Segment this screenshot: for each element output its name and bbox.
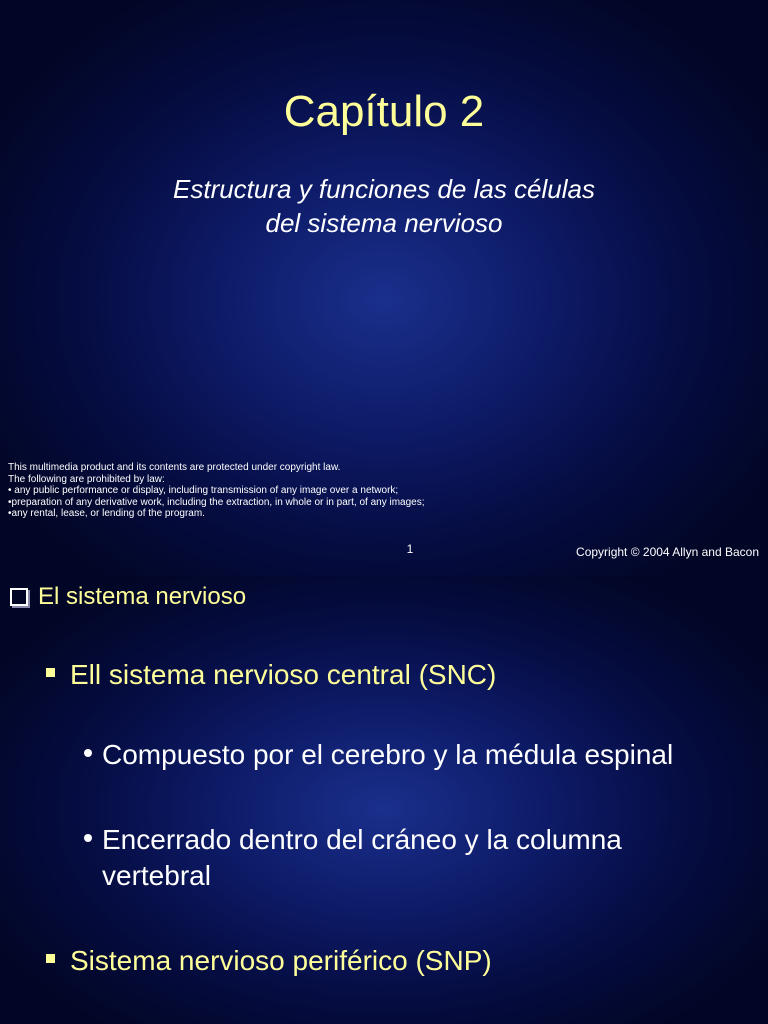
- list-item: [84, 822, 684, 894]
- copyright-notice: [8, 462, 608, 520]
- list-item-text: Compuesto por el cerebro y la médula espinal: [102, 739, 674, 770]
- heading-row: [10, 581, 246, 613]
- notice-line: •any rental, lease, or lending of the program.: [8, 508, 205, 520]
- round-bullet-icon: [84, 834, 92, 842]
- list-item-text: Sistema nervioso periférico (SNP): [70, 945, 492, 976]
- copyright-footer: Copyright © 2004 Allyn and Bacon: [576, 545, 759, 559]
- subtitle-line-2: del sistema nervioso: [265, 208, 503, 238]
- subtitle-line-1: Estructura y funciones de las células: [173, 174, 595, 204]
- notice-line: The following are prohibited by law:: [8, 473, 165, 485]
- checkbox-bullet-icon: [10, 588, 28, 606]
- notice-line: • any public performance or display, including transmission of any image over a network;: [8, 485, 399, 497]
- square-bullet-icon: [46, 668, 55, 677]
- slide-subtitle: [100, 172, 668, 240]
- round-bullet-icon: [84, 749, 92, 757]
- notice-line: •preparation of any derivative work, including the extraction, in whole or in part, of any images;: [8, 496, 425, 508]
- list-item: [46, 944, 492, 978]
- slide-title: Capítulo 2: [283, 87, 485, 136]
- list-item: [84, 737, 734, 773]
- page-number: 1: [406, 542, 414, 556]
- list-item: [46, 658, 496, 692]
- list-item-text: Ell sistema nervioso central (SNC): [70, 659, 497, 690]
- list-item-text: Encerrado dentro del cráneo y la columna vertebral: [102, 824, 622, 891]
- square-bullet-icon: [46, 954, 55, 963]
- notice-line: This multimedia product and its contents are protected under copyright law.: [8, 462, 341, 473]
- slide-2: [0, 576, 768, 1024]
- slide-heading: El sistema nervioso: [38, 583, 247, 610]
